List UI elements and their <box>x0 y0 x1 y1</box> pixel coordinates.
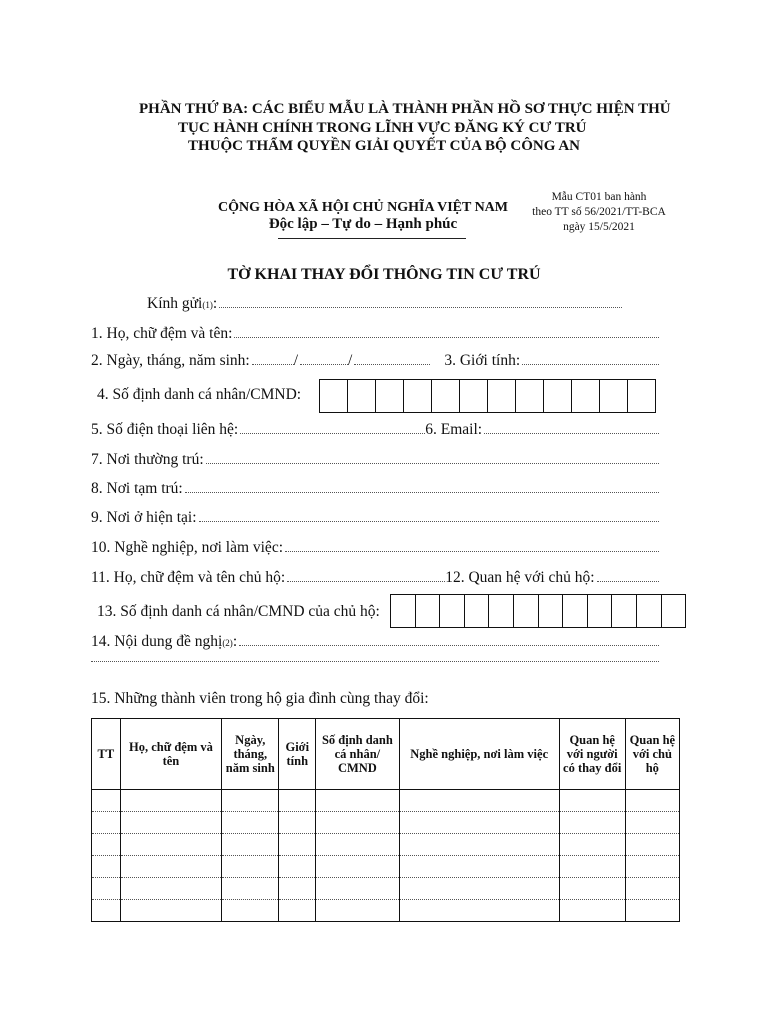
table-cell[interactable] <box>120 856 221 878</box>
section-heading-line-2: TỤC HÀNH CHÍNH TRONG LĨNH VỰC ĐĂNG KÝ CƯ TRÚ <box>178 120 587 136</box>
section-heading-line-3: THUỘC THẨM QUYỀN GIẢI QUYẾT CỦA BỘ CÔNG AN <box>188 138 580 154</box>
head-id-label: 13. Số định danh cá nhân/CMND của chủ hộ: <box>97 603 380 620</box>
table-cell[interactable] <box>222 834 279 856</box>
table-cell[interactable] <box>92 812 121 834</box>
head-id-digit-box[interactable] <box>587 595 612 627</box>
head-id-digit-box[interactable] <box>611 595 636 627</box>
id-digit-box[interactable] <box>543 380 571 412</box>
table-cell[interactable] <box>625 812 679 834</box>
id-label: 4. Số định danh cá nhân/CMND: <box>97 386 302 403</box>
form-code-line-2: theo TT số 56/2021/TT-BCA <box>532 206 666 218</box>
permanent-residence-field[interactable] <box>91 451 659 469</box>
table-cell[interactable] <box>92 834 121 856</box>
form-title: TỜ KHAI THAY ĐỔI THÔNG TIN CƯ TRÚ <box>227 266 541 283</box>
col-sex: Giới tính <box>279 719 316 790</box>
table-cell[interactable] <box>279 856 316 878</box>
id-digit-box[interactable] <box>515 380 543 412</box>
id-number-boxes[interactable] <box>319 379 656 413</box>
motto-underline <box>278 238 466 239</box>
table-row <box>92 900 680 922</box>
form-code <box>524 190 674 235</box>
col-relation-changer: Quan hệ với người có thay đổi <box>559 719 625 790</box>
request-content-field[interactable]: 14. Nội dung đề nghị (2) : <box>91 633 659 651</box>
section-heading-line-1: PHẦN THỨ BA: CÁC BIỂU MẪU LÀ THÀNH PHẦN HỒ SƠ THỰC HIỆN THỦ <box>139 101 671 117</box>
table-cell[interactable] <box>316 856 400 878</box>
table-cell[interactable] <box>92 790 121 812</box>
request-content-line-2[interactable] <box>91 661 659 662</box>
table-cell[interactable] <box>120 900 221 922</box>
head-id-digit-box[interactable] <box>538 595 563 627</box>
dob-label: 2. Ngày, tháng, năm sinh: <box>91 352 250 369</box>
recipient-line[interactable] <box>219 307 622 308</box>
household-head-row <box>91 569 659 587</box>
table-cell[interactable] <box>316 812 400 834</box>
current-residence-line[interactable] <box>199 521 659 522</box>
table-cell[interactable] <box>316 878 400 900</box>
table-cell[interactable] <box>559 834 625 856</box>
temporary-residence-field[interactable] <box>91 480 659 498</box>
dob-month-line[interactable] <box>300 364 348 365</box>
members-table-body <box>92 790 680 922</box>
table-row <box>92 812 680 834</box>
table-cell[interactable] <box>625 878 679 900</box>
request-content-note: (2) <box>222 638 233 648</box>
col-relation-head: Quan hệ với chủ hộ <box>625 719 679 790</box>
request-content-label: 14. Nội dung đề nghị <box>91 633 223 650</box>
table-cell[interactable] <box>399 856 559 878</box>
dob-day-line[interactable] <box>252 364 294 365</box>
id-digit-box[interactable] <box>459 380 487 412</box>
col-dob: Ngày, tháng, năm sinh <box>222 719 279 790</box>
email-line[interactable] <box>484 433 659 434</box>
members-table <box>91 718 680 922</box>
head-id-digit-box[interactable] <box>439 595 464 627</box>
table-cell[interactable] <box>120 878 221 900</box>
occupation-label: 10. Nghề nghiệp, nơi làm việc: <box>91 539 284 556</box>
id-digit-box[interactable] <box>599 380 627 412</box>
table-cell[interactable] <box>316 900 400 922</box>
head-id-digit-box[interactable] <box>391 595 415 627</box>
head-id-number-boxes[interactable] <box>390 594 686 628</box>
table-cell[interactable] <box>279 812 316 834</box>
col-job: Nghề nghiệp, nơi làm việc <box>399 719 559 790</box>
table-cell[interactable] <box>120 834 221 856</box>
head-id-digit-box[interactable] <box>661 595 686 627</box>
table-cell[interactable] <box>399 812 559 834</box>
table-cell[interactable] <box>316 790 400 812</box>
table-cell[interactable] <box>399 900 559 922</box>
current-residence-label: 9. Nơi ở hiện tại: <box>91 509 197 526</box>
table-cell[interactable] <box>559 878 625 900</box>
national-motto: Độc lập – Tự do – Hạnh phúc <box>268 216 458 232</box>
form-code-line-3: ngày 15/5/2021 <box>563 221 635 233</box>
table-row <box>92 834 680 856</box>
national-name: CỘNG HÒA XÃ HỘI CHỦ NGHĨA VIỆT NAM <box>217 200 508 215</box>
table-cell[interactable] <box>559 900 625 922</box>
table-cell[interactable] <box>399 834 559 856</box>
id-digit-box[interactable] <box>375 380 403 412</box>
table-row <box>92 878 680 900</box>
occupation-line[interactable] <box>285 551 659 552</box>
table-cell[interactable] <box>222 878 279 900</box>
id-digit-box[interactable] <box>571 380 599 412</box>
table-cell[interactable] <box>222 790 279 812</box>
table-cell[interactable] <box>399 790 559 812</box>
table-cell[interactable] <box>279 878 316 900</box>
table-cell[interactable] <box>222 812 279 834</box>
phone-label: 5. Số điện thoại liên hệ: <box>91 421 239 438</box>
table-row <box>92 790 680 812</box>
household-head-line[interactable] <box>287 581 445 582</box>
sex-label: 3. Giới tính: <box>444 352 521 369</box>
request-content-line-1[interactable] <box>239 645 659 646</box>
head-id-digit-box[interactable] <box>488 595 513 627</box>
table-cell[interactable] <box>625 834 679 856</box>
form-code-line-1: Mẫu CT01 ban hành <box>551 191 647 203</box>
current-residence-field[interactable] <box>91 509 659 527</box>
id-digit-box[interactable] <box>320 380 347 412</box>
recipient-label: Kính gửi <box>147 295 203 312</box>
table-cell[interactable] <box>316 834 400 856</box>
table-cell[interactable] <box>625 856 679 878</box>
phone-line[interactable] <box>240 433 425 434</box>
table-cell[interactable] <box>399 878 559 900</box>
head-id-digit-box[interactable] <box>415 595 440 627</box>
members-label: 15. Những thành viên trong hộ gia đình cùng thay đổi: <box>91 690 429 707</box>
col-tt: TT <box>92 719 121 790</box>
table-cell[interactable] <box>222 900 279 922</box>
table-cell[interactable] <box>559 790 625 812</box>
temporary-residence-line[interactable] <box>185 492 659 493</box>
fullname-label: 1. Họ, chữ đệm và tên: <box>91 325 233 342</box>
table-cell[interactable] <box>559 812 625 834</box>
relationship-label: 12. Quan hệ với chủ hộ: <box>445 569 595 586</box>
temporary-residence-label: 8. Nơi tạm trú: <box>91 480 183 497</box>
recipient-field[interactable]: Kính gửi (1) : <box>147 295 622 313</box>
head-id-digit-box[interactable] <box>464 595 489 627</box>
fullname-field[interactable] <box>91 325 659 343</box>
sex-line[interactable] <box>522 364 659 365</box>
recipient-note: (1) <box>202 300 213 310</box>
table-cell[interactable] <box>92 856 121 878</box>
dob-year-line[interactable] <box>354 364 430 365</box>
table-cell[interactable] <box>279 834 316 856</box>
table-cell[interactable] <box>625 900 679 922</box>
table-row <box>92 856 680 878</box>
table-cell[interactable] <box>625 790 679 812</box>
id-digit-box[interactable] <box>403 380 431 412</box>
permanent-residence-line[interactable] <box>206 463 659 464</box>
dob-sep-2: / <box>348 352 353 369</box>
request-content-continuation[interactable] <box>91 661 659 666</box>
id-digit-box[interactable] <box>487 380 515 412</box>
members-table-header <box>92 719 680 790</box>
col-id: Số định danh cá nhân/ CMND <box>316 719 400 790</box>
relationship-line[interactable] <box>597 581 659 582</box>
table-cell[interactable] <box>222 856 279 878</box>
head-id-digit-box[interactable] <box>513 595 538 627</box>
id-digit-box[interactable] <box>627 380 655 412</box>
permanent-residence-label: 7. Nơi thường trú: <box>91 451 204 468</box>
table-cell[interactable] <box>279 900 316 922</box>
col-name: Họ, chữ đệm và tên <box>120 719 221 790</box>
phone-email-row <box>91 421 659 439</box>
table-cell[interactable] <box>120 790 221 812</box>
table-cell[interactable] <box>92 900 121 922</box>
dob-sep-1: / <box>293 352 299 369</box>
email-label: 6. Email: <box>425 421 483 438</box>
head-id-digit-box[interactable] <box>636 595 661 627</box>
fullname-line[interactable] <box>234 337 659 338</box>
occupation-field[interactable] <box>91 539 659 557</box>
dob-sex-row <box>91 352 659 370</box>
table-cell[interactable] <box>92 878 121 900</box>
table-cell[interactable] <box>120 812 221 834</box>
head-id-digit-box[interactable] <box>562 595 587 627</box>
household-head-label: 11. Họ, chữ đệm và tên chủ hộ: <box>91 569 286 586</box>
id-digit-box[interactable] <box>431 380 459 412</box>
id-digit-box[interactable] <box>347 380 375 412</box>
table-cell[interactable] <box>279 790 316 812</box>
table-cell[interactable] <box>559 856 625 878</box>
